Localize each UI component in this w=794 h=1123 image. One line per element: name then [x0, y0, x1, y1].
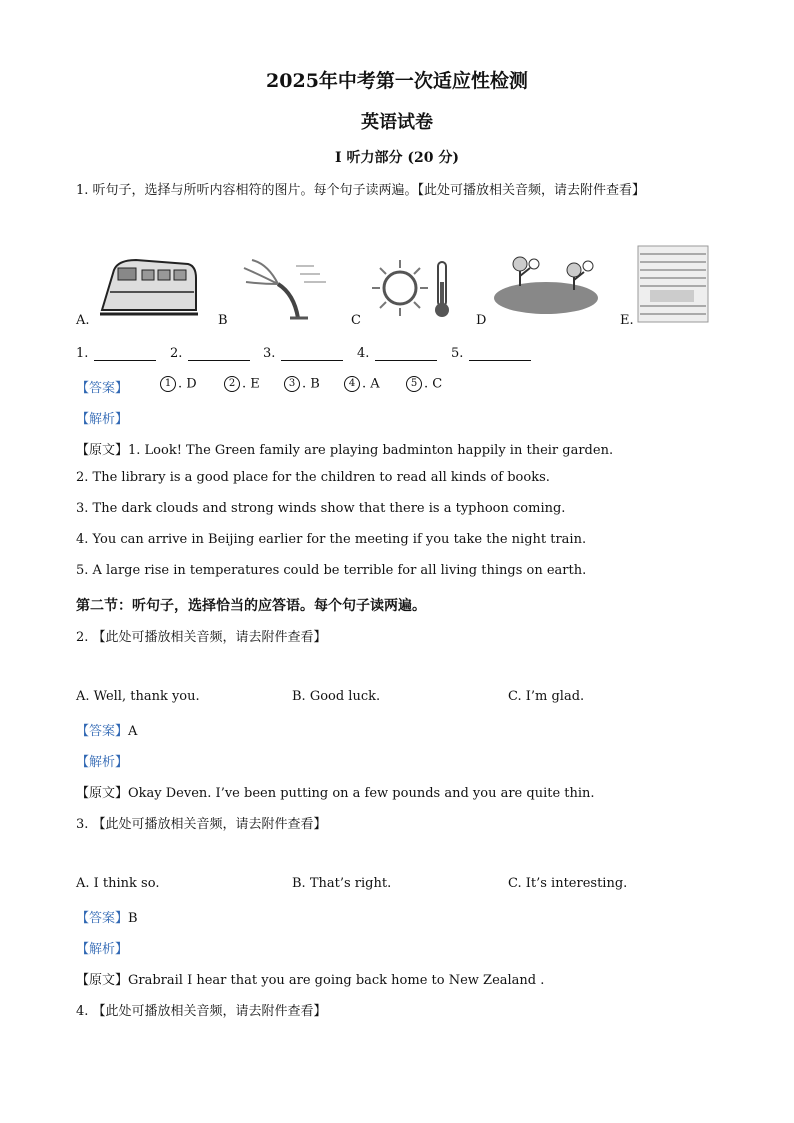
option-c[interactable]: C. It’s interesting. [508, 876, 628, 891]
script-line: 【原文】Grabrail I hear that you are going back home to New Zealand . [76, 973, 545, 988]
picture-label-e: E. [620, 313, 634, 328]
question-3-prompt: 3. 【此处可播放相关音频，请去附件查看】 [76, 817, 327, 832]
answer-blank-3[interactable]: 3. [263, 346, 343, 361]
question-4-prompt: 4. 【此处可播放相关音频，请去附件查看】 [76, 1004, 327, 1019]
answer-label: 【答案】 [76, 381, 129, 396]
library-icon [636, 244, 710, 324]
answer-row: 【答案】B [76, 911, 138, 926]
script-line: 5. A large rise in temperatures could be terrible for all living things on earth. [76, 563, 587, 578]
answer-blank-1[interactable]: 1. [76, 346, 156, 361]
picture-label-d: D [476, 313, 487, 328]
answer-blank-5[interactable]: 5. [451, 346, 531, 361]
children-badminton-icon [490, 252, 602, 316]
answer-row: 【答案】A [76, 724, 138, 739]
answer-item: 4 . A [344, 376, 380, 392]
answer-item: 1 . D [160, 376, 197, 392]
question-2-prompt: 2. 【此处可播放相关音频，请去附件查看】 [76, 630, 327, 645]
script-line: 2. The library is a good place for the children to read all kinds of books. [76, 470, 550, 485]
question-1-prompt: 1. 听句子，选择与所听内容相符的图片。每个句子读两遍。【此处可播放相关音频，请去附件查看】 [76, 183, 646, 198]
answer-blank-4[interactable]: 4. [357, 346, 437, 361]
sun-thermometer-icon [368, 246, 460, 322]
picture-label-a: A. [76, 313, 90, 328]
option-b[interactable]: B. Good luck. [292, 689, 381, 704]
option-b[interactable]: B. That’s right. [292, 876, 392, 891]
answer-item: 5 . C [406, 376, 442, 392]
analysis-label: 【解析】 [76, 412, 129, 427]
analysis-label: 【解析】 [76, 755, 129, 770]
picture-label-c: C [351, 313, 361, 328]
answer-blank-2[interactable]: 2. [170, 346, 250, 361]
section-2-heading: 第二节：听句子，选择恰当的应答语。每个句子读两遍。 [76, 598, 426, 614]
analysis-label: 【解析】 [76, 942, 129, 957]
option-a[interactable]: A. I think so. [76, 876, 160, 891]
train-icon [96, 252, 200, 320]
script-line: 【原文】1. Look! The Green family are playing badminton happily in their garden. [76, 443, 614, 458]
option-c[interactable]: C. I’m glad. [508, 689, 585, 704]
script-line: 【原文】Okay Deven. I’ve been putting on a few pounds and you are quite thin. [76, 786, 595, 801]
answer-item: 2 . E [224, 376, 260, 392]
page-subtitle: 英语试卷 [361, 112, 433, 133]
typhoon-tree-icon [238, 254, 334, 320]
page-title: 2025年中考第一次适应性检测 [266, 70, 528, 92]
answer-item: 3 . B [284, 376, 320, 392]
option-a[interactable]: A. Well, thank you. [76, 689, 200, 704]
section-heading-listening: Ⅰ 听力部分 (20 分) [335, 150, 459, 166]
picture-label-b: B [218, 313, 228, 328]
script-line: 3. The dark clouds and strong winds show that there is a typhoon coming. [76, 501, 566, 516]
script-line: 4. You can arrive in Beijing earlier for the meeting if you take the night train. [76, 532, 587, 547]
